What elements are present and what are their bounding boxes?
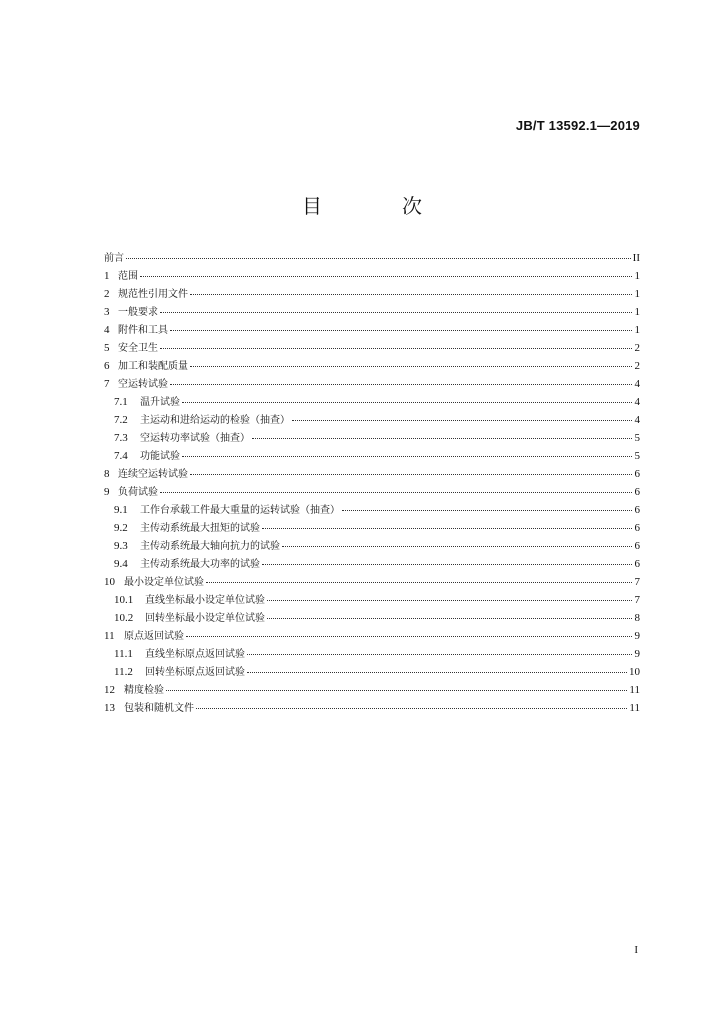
document-code: JB/T 13592.1—2019 [515, 118, 640, 133]
toc-entry-number: 10.1 [114, 594, 134, 606]
toc-entry-label: 前言 [104, 253, 124, 264]
toc-entry[interactable] [104, 411, 640, 429]
toc-entry[interactable] [104, 537, 640, 555]
toc-entry-page: 2 [634, 360, 640, 372]
toc-leader-dots [182, 456, 632, 457]
toc-entry-label: 直线坐标原点返回试验 [145, 649, 245, 660]
toc-entry[interactable] [104, 267, 640, 285]
toc-entry[interactable] [104, 519, 640, 537]
toc-leader-dots [190, 366, 632, 367]
page-number: I [634, 944, 638, 956]
toc-leader-dots [166, 690, 627, 691]
toc-entry-label: 回转坐标最小设定单位试验 [145, 613, 265, 624]
toc-entry-page: 2 [634, 342, 640, 354]
toc-entry-page: 4 [634, 414, 640, 426]
toc-leader-dots [170, 384, 632, 385]
toc-entry-number: 11.1 [114, 648, 133, 660]
toc-entry[interactable] [104, 681, 640, 699]
toc-entry-label: 原点返回试验 [124, 631, 184, 642]
toc-entry[interactable] [104, 375, 640, 393]
toc-entry-page: 6 [634, 558, 640, 570]
toc-entry-label: 回转坐标原点返回试验 [145, 667, 245, 678]
toc-leader-dots [160, 312, 632, 313]
toc-entry-number: 10.2 [114, 612, 134, 624]
toc-entry-page: 6 [634, 486, 640, 498]
toc-entry[interactable] [104, 447, 640, 465]
toc-entry-label: 负荷试验 [118, 487, 158, 498]
toc-entry-page: 9 [634, 648, 640, 660]
toc-entry-label: 空运转试验 [118, 379, 168, 390]
toc-entry-number: 2 [104, 288, 110, 300]
toc-entry-label: 主传动系统最大扭矩的试验 [140, 523, 260, 534]
toc-entry-page: 1 [634, 270, 640, 282]
toc-leader-dots [126, 258, 631, 259]
toc-entry-number: 9 [104, 486, 110, 498]
toc-entry-page: II [632, 252, 640, 264]
toc-entry[interactable] [104, 321, 640, 339]
toc-leader-dots [182, 402, 632, 403]
toc-entry[interactable] [104, 699, 640, 717]
table-of-contents [104, 249, 640, 717]
toc-entry[interactable] [104, 339, 640, 357]
toc-entry-page: 6 [634, 468, 640, 480]
toc-leader-dots [267, 600, 632, 601]
toc-entry-label: 主传动系统最大功率的试验 [140, 559, 260, 570]
toc-entry[interactable] [104, 357, 640, 375]
toc-entry-number: 11.2 [114, 666, 133, 678]
toc-entry-label: 附件和工具 [118, 325, 168, 336]
toc-leader-dots [342, 510, 632, 511]
toc-entry-page: 7 [634, 576, 640, 588]
toc-entry-page: 5 [634, 450, 640, 462]
toc-entry-number: 7.4 [114, 450, 128, 462]
toc-entry-page: 1 [634, 324, 640, 336]
toc-entry[interactable] [104, 249, 640, 267]
toc-entry-page: 4 [634, 378, 640, 390]
toc-entry-page: 10 [629, 666, 640, 678]
toc-leader-dots [247, 654, 632, 655]
toc-entry[interactable] [104, 285, 640, 303]
toc-entry[interactable] [104, 573, 640, 591]
toc-entry-label: 范围 [118, 271, 138, 282]
toc-entry[interactable] [104, 483, 640, 501]
toc-entry-page: 4 [634, 396, 640, 408]
toc-entry-number: 9.1 [114, 504, 128, 516]
toc-entry[interactable] [104, 303, 640, 321]
toc-entry-number: 7 [104, 378, 110, 390]
toc-entry-label: 工作台承载工件最大重量的运转试验（抽查） [140, 505, 340, 516]
toc-leader-dots [170, 330, 632, 331]
page-title: 目 次 [302, 194, 452, 218]
toc-leader-dots [247, 672, 627, 673]
toc-entry-number: 6 [104, 360, 110, 372]
toc-entry-number: 10 [104, 576, 115, 588]
toc-entry-page: 6 [634, 540, 640, 552]
toc-entry-page: 11 [629, 702, 640, 714]
toc-entry[interactable] [104, 609, 640, 627]
toc-entry-label: 一般要求 [118, 307, 158, 318]
toc-entry-number: 3 [104, 306, 110, 318]
toc-leader-dots [292, 420, 632, 421]
toc-entry-number: 7.2 [114, 414, 128, 426]
toc-entry-page: 8 [634, 612, 640, 624]
toc-entry-label: 连续空运转试验 [118, 469, 188, 480]
toc-entry-label: 直线坐标最小设定单位试验 [145, 595, 265, 606]
toc-entry[interactable] [104, 429, 640, 447]
toc-entry[interactable] [104, 591, 640, 609]
toc-entry-label: 安全卫生 [118, 343, 158, 354]
toc-entry-number: 11 [104, 630, 115, 642]
toc-entry-label: 加工和装配质量 [118, 361, 188, 372]
toc-entry-label: 最小设定单位试验 [124, 577, 204, 588]
toc-entry[interactable] [104, 645, 640, 663]
toc-entry-number: 7.1 [114, 396, 128, 408]
toc-leader-dots [262, 564, 632, 565]
toc-entry-label: 空运转功率试验（抽查） [140, 433, 250, 444]
toc-entry-label: 温升试验 [140, 397, 180, 408]
toc-leader-dots [160, 492, 632, 493]
toc-leader-dots [196, 708, 627, 709]
toc-entry-page: 9 [634, 630, 640, 642]
toc-leader-dots [140, 276, 632, 277]
toc-leader-dots [267, 618, 632, 619]
toc-leader-dots [190, 294, 632, 295]
toc-entry-number: 5 [104, 342, 110, 354]
toc-entry[interactable] [104, 501, 640, 519]
toc-entry-page: 6 [634, 522, 640, 534]
toc-leader-dots [262, 528, 632, 529]
toc-entry[interactable] [104, 555, 640, 573]
toc-entry-page: 1 [634, 306, 640, 318]
toc-leader-dots [190, 474, 632, 475]
toc-entry-number: 9.3 [114, 540, 128, 552]
toc-entry-number: 7.3 [114, 432, 128, 444]
toc-entry[interactable] [104, 393, 640, 411]
toc-entry-label: 功能试验 [140, 451, 180, 462]
toc-entry-label: 主传动系统最大轴向抗力的试验 [140, 541, 280, 552]
toc-entry-number: 9.2 [114, 522, 128, 534]
toc-leader-dots [186, 636, 632, 637]
toc-leader-dots [206, 582, 632, 583]
toc-entry-number: 8 [104, 468, 110, 480]
toc-entry-number: 12 [104, 684, 115, 696]
toc-leader-dots [160, 348, 632, 349]
toc-entry[interactable] [104, 627, 640, 645]
toc-entry-label: 精度检验 [124, 685, 164, 696]
toc-entry-page: 7 [634, 594, 640, 606]
toc-entry-number: 1 [104, 270, 110, 282]
toc-entry-page: 5 [634, 432, 640, 444]
toc-leader-dots [252, 438, 632, 439]
toc-entry[interactable] [104, 663, 640, 681]
toc-entry-number: 9.4 [114, 558, 128, 570]
toc-entry-number: 13 [104, 702, 115, 714]
toc-entry-page: 1 [634, 288, 640, 300]
toc-entry-page: 6 [634, 504, 640, 516]
toc-entry[interactable] [104, 465, 640, 483]
toc-entry-label: 规范性引用文件 [118, 289, 188, 300]
toc-entry-label: 包装和随机文件 [124, 703, 194, 714]
toc-leader-dots [282, 546, 632, 547]
toc-entry-label: 主运动和进给运动的检验（抽查） [140, 415, 290, 426]
toc-entry-number: 4 [104, 324, 110, 336]
toc-entry-page: 11 [629, 684, 640, 696]
